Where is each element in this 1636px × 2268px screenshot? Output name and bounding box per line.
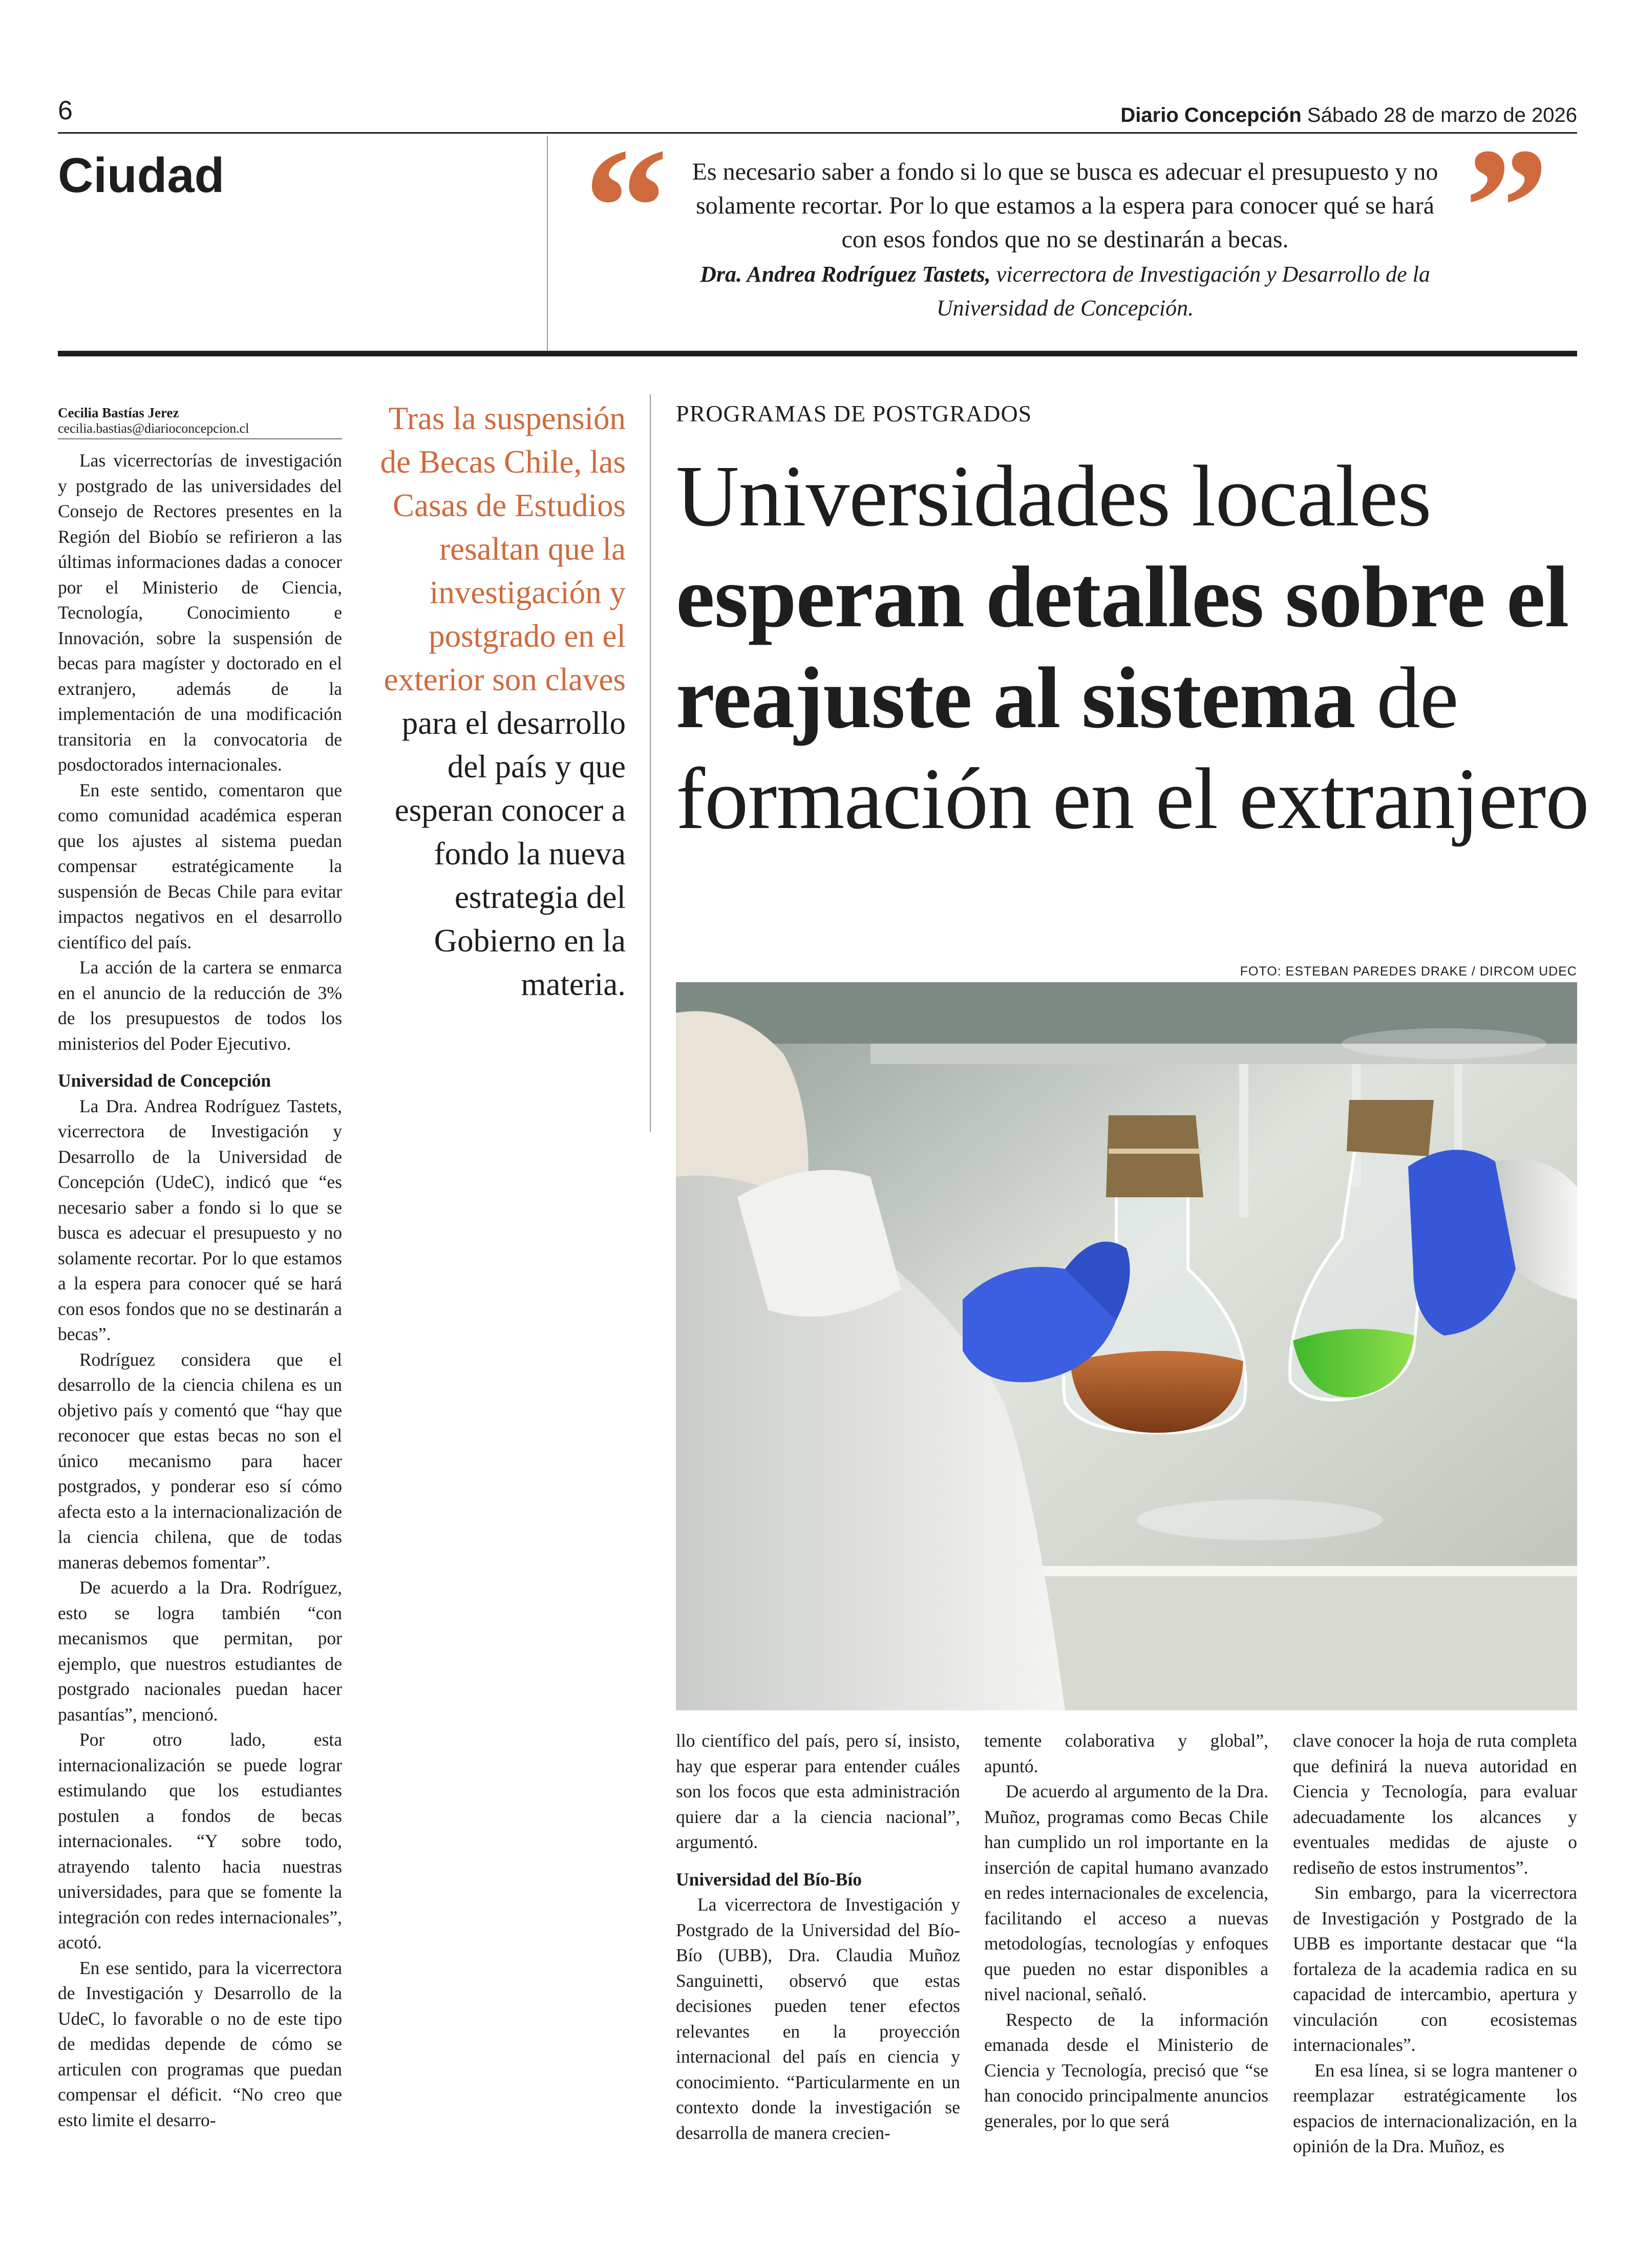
article-column-5 (1293, 1728, 1577, 2159)
paragraph: Respecto de la información emanada desde el Ministerio de Ciencia y Tecnología, precisó que “se han conocido principalmente anuncios generales, por lo que será (984, 2009, 1268, 2131)
newspaper-name: Diario Concepción (1120, 104, 1302, 126)
article-column-4 (984, 1728, 1268, 2134)
lab-photo-illustration (676, 982, 1577, 1710)
paragraph: De acuerdo al argumento de la Dra. Muñoz, programas como Becas Chile han cumplido un rol importante en la inserción de capital humano avanzado en redes internacionales de excelencia, facilitando el acceso a nuevas metodologías, tecnologías y enfoques que pueden no estar disponibles a nivel nacional, señaló. (984, 1781, 1268, 2004)
paragraph: Las vicerrectorías de investigación y postgrado de las universidades del Consejo de Rectores presentes en la Región del Biobío se refirieron a las últimas informaciones dadas a conocer por el Ministerio de Ciencia, Tecnología, Conocimiento e Innovación, sobre la suspensión de becas para magíster y doctorado en el extranjero, además de la implementación de una modificación transitoria en la convocatoria de posdoctorados internacionales. (58, 450, 342, 775)
photo-credit: FOTO: ESTEBAN PAREDES DRAKE / DIRCOM UDEC (1240, 964, 1577, 979)
quote-divider (547, 136, 548, 351)
paragraph: La acción de la cartera se enmarca en el anuncio de la reducción de 3% de los presupuestos de todos los ministerios del Poder Ejecutivo. (58, 957, 342, 1054)
paragraph: De acuerdo a la Dra. Rodríguez, esto se logra también “con mecanismos que permitan, por ejemplo, que nuestros estudiantes de postgrado nacionales puedan hacer pasantías”, mencionó. (58, 1577, 342, 1725)
headline (676, 446, 1592, 849)
byline-author: Cecilia Bastías Jerez (58, 405, 179, 420)
quote-author-role: vicerrectora de Investigación y Desarrollo de la Universidad de Concepción. (936, 262, 1430, 321)
lead-highlight: Tras la suspensión de Becas Chile, las Casas de Estudios resaltan que la investigación y postgrado en el exterior son claves (380, 400, 626, 697)
paragraph: llo científico del país, pero sí, insisto, hay que esperar para entender cuáles son los focos que esta administración quiere dar a la ciencia nacional”, argumentó. (676, 1730, 960, 1852)
article-column-3 (676, 1728, 960, 2146)
subheading-udec: Universidad de Concepción (58, 1070, 271, 1091)
open-quote-mark: “ (584, 114, 668, 301)
headline-part-3: de formación en el extranjero (676, 649, 1589, 847)
paragraph: La vicerrectora de Investigación y Postgrado de la Universidad del Bío-Bío (UBB), Dra. Claudia Muñoz Sanguinetti, observó que estas decisiones pueden tener efectos relevantes en la proyección internacional del país en ciencia y conocimiento. “Particularmente en un contexto donde la investigación se desarrolla de manera crecien- (676, 1894, 960, 2143)
featured-quote: Es necesario saber a fondo si lo que se busca es adecuar el presupuesto y no solamente recortar. Por lo que estamos a la espera para conocer qué se hará con esos fondos que no se destinarán a becas. (692, 158, 1438, 253)
paragraph: La Dra. Andrea Rodríguez Tastets, vicerrectora de Investigación y Desarrollo de la Universidad de Concepción (UdeC), indicó que “es necesario saber a fondo si lo que se busca es adecuar el presupuesto y no solamente recortar. Por lo que estamos a la espera para conocer qué se hará con esos fondos que no se destinarán a becas”. (58, 1095, 342, 1344)
lead-standfirst (374, 397, 626, 1006)
lead-rest: para el desarrollo del país y que esperan conocer a fondo la nueva estrategia del Gobierno en la materia. (394, 705, 626, 1002)
quote-attribution (676, 258, 1454, 325)
byline-email[interactable]: cecilia.bastias@diarioconcepcion.cl (58, 421, 249, 436)
section-rule (58, 351, 1577, 356)
paragraph: clave conocer la hoja de ruta completa que definirá la nueva autoridad en Ciencia y Tecnología, para evaluar adecuadamente los alcances y eventuales medidas de ajuste o rediseño de estos instrumentos”. (1293, 1730, 1577, 1878)
lead-divider (650, 394, 651, 1132)
paragraph: En ese sentido, para la vicerrectora de Investigación y Desarrollo de la UdeC, lo favorable o no de este tipo de medidas depende de cómo se articulen con programas que puedan compensar el déficit. “No creo que esto limite el desarro- (58, 1957, 342, 2130)
paragraph: Sin embargo, para la vicerrectora de Investigación y Postgrado de la UBB es importante destacar que “la fortaleza de la academia radica en su capacidad de intercambio, apertura y vinculación con ecosistemas internacionales”. (1293, 1882, 1577, 2055)
lab-flasks-photo (676, 982, 1577, 1710)
paragraph: Por otro lado, esta internacionalización se puede lograr estimulando que los estudiantes postulen a fondos de becas internacionales. “Y sobre todo, atrayendo talento hacia nuestras universidades, para que se fomente la integración con redes internacionales”, acotó. (58, 1729, 342, 1953)
kicker: PROGRAMAS DE POSTGRADOS (676, 400, 1032, 427)
subheading-ubb: Universidad del Bío-Bío (676, 1869, 862, 1890)
paragraph: temente colaborativa y global”, apuntó. (984, 1730, 1268, 1776)
paragraph: En este sentido, comentaron que como comunidad académica esperan que los ajustes al sistema puedan compensar estratégicamente la suspensión de Becas Chile para evitar impactos negativos en el desarrollo científico del país. (58, 779, 342, 952)
close-quote-mark: ” (1464, 114, 1549, 301)
section-title: Ciudad (58, 148, 225, 203)
issue-date: Sábado 28 de marzo de 2026 (1307, 104, 1577, 126)
headline-part-1: Universidades locales (676, 448, 1431, 544)
headline-part-bold: esperan detalles sobre el reajuste al sistema (676, 548, 1569, 746)
article-column-1 (58, 448, 342, 2133)
paragraph: Rodríguez considera que el desarrollo de la ciencia chilena es un objetivo país y comentó que “hay que reconocer que estas becas no son el único mecanismo para hacer postgrados, y ponderar eso sí cómo afecta esto a la internacionalización de la ciencia chilena, que de todas maneras debemos fomentar”. (58, 1349, 342, 1573)
header-rule (58, 132, 1577, 134)
quote-author: Dra. Andrea Rodríguez Tastets, (700, 262, 991, 287)
paragraph: En esa línea, si se logra mantener o reemplazar estratégicamente los espacios de internacionalización, en la opinión de la Dra. Muñoz, es (1293, 2060, 1577, 2156)
page-number: 6 (58, 96, 73, 125)
byline-rule (58, 438, 342, 439)
